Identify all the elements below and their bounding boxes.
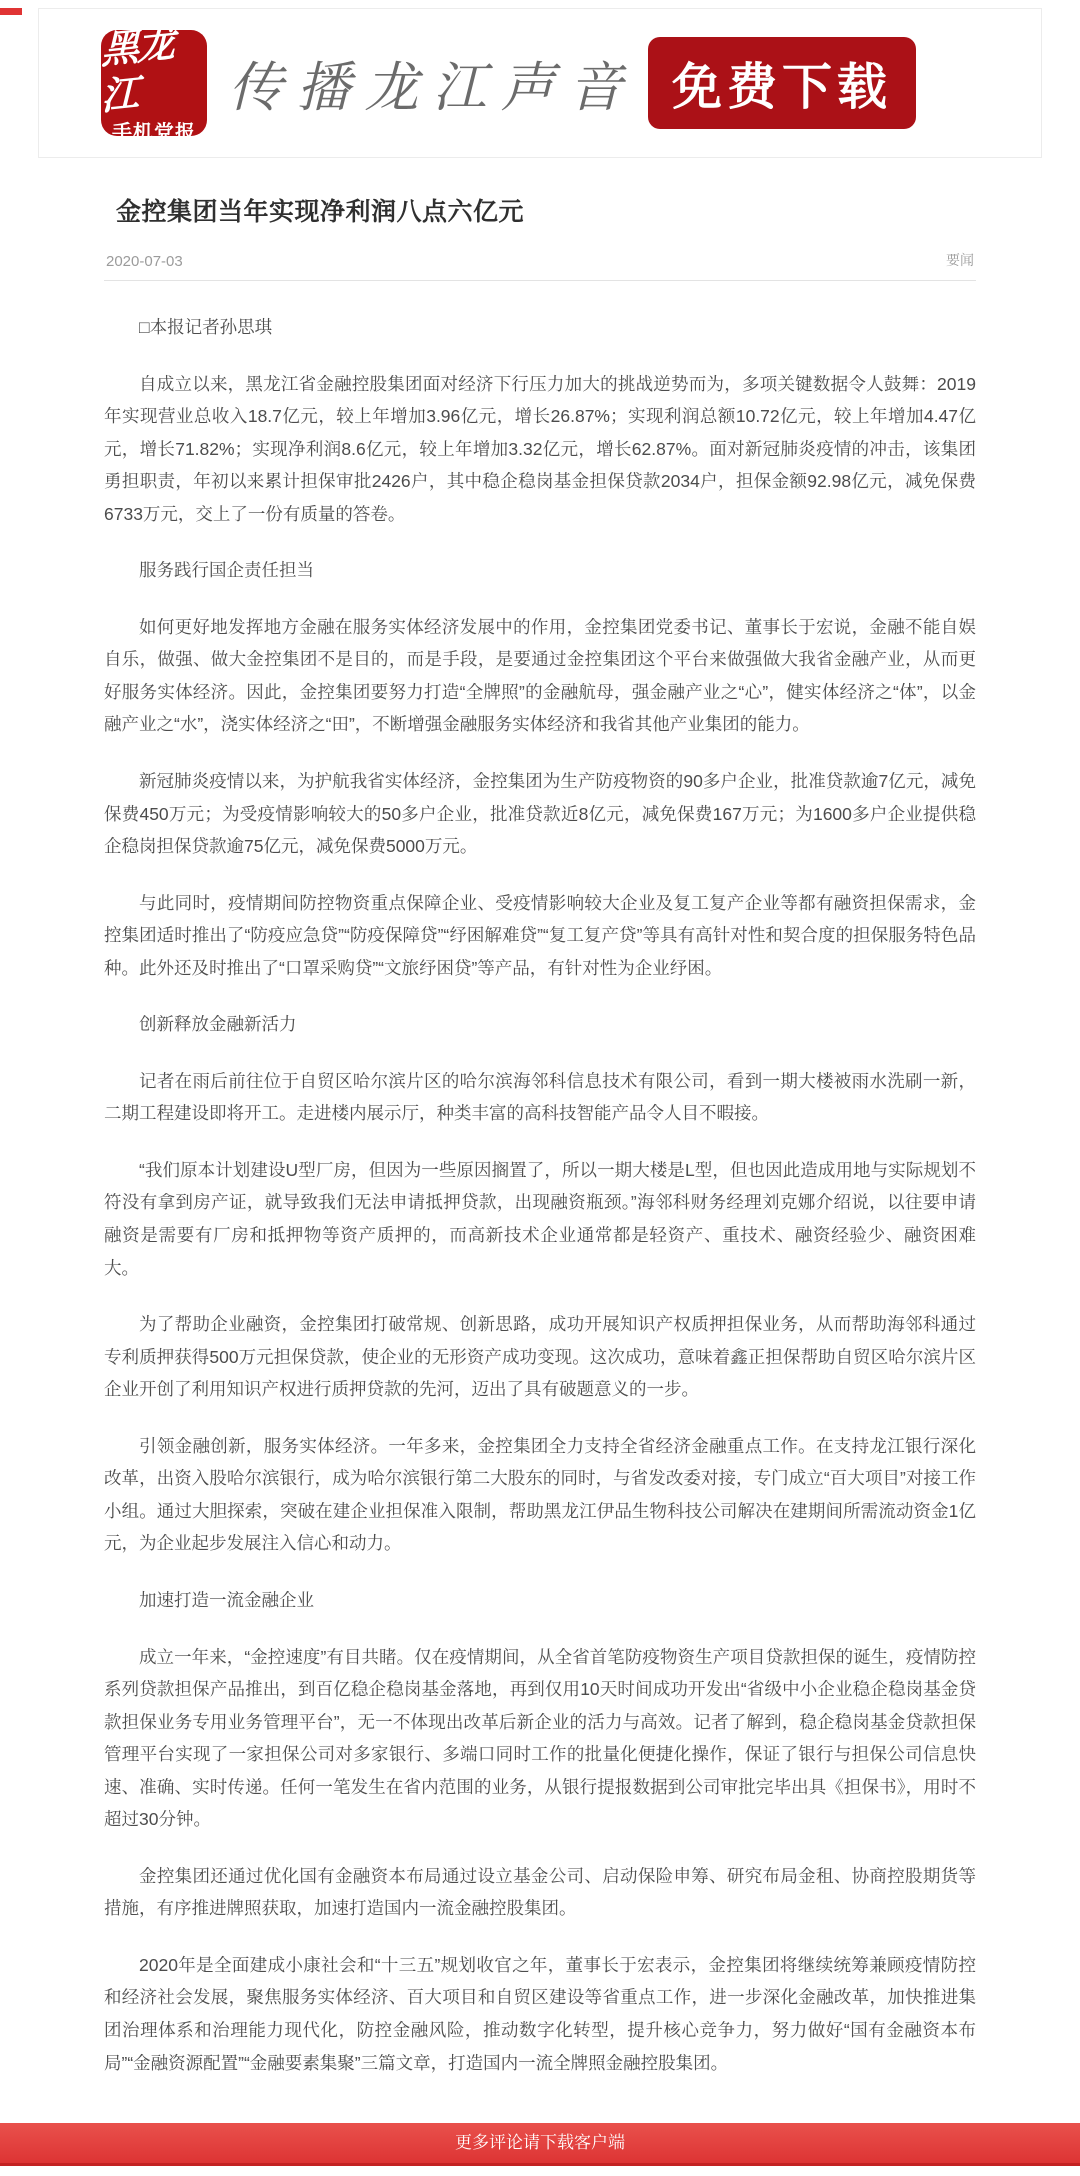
top-left-accent — [0, 8, 22, 15]
section-heading: 创新释放金融新活力 — [139, 1014, 297, 1035]
article-meta-row — [104, 250, 976, 281]
article-byline: □本报记者孙思琪 — [139, 317, 273, 337]
paragraph: 成立一年来，“金控速度”有目共睹。仅在疫情期间，从全省首笔防疫物资生产项目贷款担保的诞生，疫情防控系列贷款担保产品推出，到百亿稳企稳岗基金落地，再到仅用10天时间成功开发出“省级中小企业稳企稳岗基金贷款担保业务专用业务管理平台”，无一不体现出改革后新企业的活力与高效。记者了解到，稳企稳岗基金贷款担保管理平台实现了一家担保公司对多家银行、多端口同时工作的批量化便捷化操作，保证了银行与担保公司信息快速、准确、实时传递。任何一笔发生在省内范围的业务，从银行提报数据到公司审批完毕出具《担保书》，用时不超过30分钟。 — [104, 1646, 976, 1830]
paragraph: 记者在雨后前往位于自贸区哈尔滨片区的哈尔滨海邻科信息技术有限公司，看到一期大楼被雨水洗刷一新，二期工程建设即将开工。走进楼内展示厅，种类丰富的高科技智能产品令人目不暇接。 — [104, 1070, 976, 1124]
article-paragraphs — [104, 368, 976, 2080]
category-tag[interactable]: 要闻 — [946, 252, 974, 268]
article — [104, 158, 976, 2079]
download-button[interactable]: 免费下载 — [648, 37, 916, 129]
paragraph: 2020年是全面建成小康社会和“十三五”规划收官之年，董事长于宏表示，金控集团将继续统筹兼顾疫情防控和经济社会发展，聚焦服务实体经济、百大项目和自贸区建设等省重点工作，进一步深化金融改革，加快推进集团治理体系和治理能力现代化，防控金融风险，推动数字化转型，提升核心竞争力，努力做好“国有金融资本布局”“金融资源配置”“金融要素集聚”三篇文章，打造国内一流全牌照金融控股集团。 — [104, 1954, 976, 2073]
section-heading: 加速打造一流金融企业 — [139, 1589, 314, 1610]
logo-title-text: 黑龙江 — [101, 19, 173, 119]
logo-subtitle-text: 手机党报 — [112, 121, 196, 144]
paragraph: “我们原本计划建设U型厂房，但因为一些原因搁置了，所以一期大楼是L型，但也因此造成用地与实际规划不符没有拿到房产证，就导致我们无法申请抵押贷款，出现融资瓶颈。”海邻科财务经理刘克娜介绍说，以往要申请融资是需要有厂房和抵押物等资产质押的，而高新技术企业通常都是轻资产、重技术、融资经验少、融资困难大。 — [104, 1159, 976, 1278]
paragraph: 自成立以来，黑龙江省金融控股集团面对经济下行压力加大的挑战逆势而为，多项关键数据令人鼓舞：2019年实现营业总收入18.7亿元，较上年增加3.96亿元，增长26.87%；实现利润总额10.72亿元，较上年增加4.47亿元，增长71.82%；实现净利润8.6亿元，较上年增加3.32亿元，增长62.87%。面对新冠肺炎疫情的冲击，该集团勇担职责，年初以来累计担保审批2426户，其中稳企稳岗基金担保贷款2034户，担保金额92.98亿元，减免保费6733万元，交上了一份有质量的答卷。 — [104, 373, 976, 524]
paragraph: 金控集团还通过优化国有金融资本布局通过设立基金公司、启动保险申筹、研究布局金租、协商控股期货等措施，有序推进牌照获取，加速打造国内一流金融控股集团。 — [104, 1865, 976, 1919]
article-date: 2020-07-03 — [106, 253, 183, 270]
footer-spacer — [0, 2166, 1080, 2176]
article-title: 金控集团当年实现净利润八点六亿元 — [116, 198, 525, 226]
header — [38, 8, 1042, 158]
header-slogan: 传播龙江声音 — [228, 55, 637, 119]
paragraph: 如何更好地发挥地方金融在服务实体经济发展中的作用，金控集团党委书记、董事长于宏说，金融不能自娱自乐，做强、做大金控集团不是目的，而是手段，是要通过金控集团这个平台来做强做大我省金融产业，从而更好服务实体经济。因此，金控集团要努力打造“全牌照”的金融航母，强金融产业之“心”，健实体经济之“体”，以金融产业之“水”，浇实体经济之“田”，不断增强金融服务实体经济和我省其他产业集团的能力。 — [104, 616, 976, 735]
app-logo[interactable] — [101, 19, 207, 144]
footer-download-label: 更多评论请下载客户端 — [455, 2133, 625, 2153]
article-body — [104, 281, 976, 2079]
footer-download-bar[interactable] — [0, 2123, 1080, 2166]
paragraph: 引领金融创新，服务实体经济。一年多来，金控集团全力支持全省经济金融重点工作。在支持龙江银行深化改革，出资入股哈尔滨银行，成为哈尔滨银行第二大股东的同时，与省发改委对接，专门成立“百大项目”对接工作小组。通过大胆探索，突破在建企业担保准入限制，帮助黑龙江伊品生物科技公司解决在建期间所需流动资金1亿元，为企业起步发展注入信心和动力。 — [104, 1435, 976, 1554]
section-heading: 服务践行国企责任担当 — [139, 560, 314, 581]
paragraph: 与此同时，疫情期间防控物资重点保障企业、受疫情影响较大企业及复工复产企业等都有融资担保需求，金控集团适时推出了“防疫应急贷”“防疫保障贷”“纾困解难贷”“复工复产贷”等具有高针对性和契合度的担保服务特色品种。此外还及时推出了“口罩采购贷”“文旅纾困贷”等产品，有针对性为企业纾困。 — [104, 892, 976, 978]
paragraph: 新冠肺炎疫情以来，为护航我省实体经济，金控集团为生产防疫物资的90多户企业，批准贷款逾7亿元，减免保费450万元；为受疫情影响较大的50多户企业，批准贷款近8亿元，减免保费167万元；为1600多户企业提供稳企稳岗担保贷款逾75亿元，减免保费5000万元。 — [104, 771, 976, 857]
paragraph: 为了帮助企业融资，金控集团打破常规、创新思路，成功开展知识产权质押担保业务，从而帮助海邻科通过专利质押获得500万元担保贷款，使企业的无形资产成功变现。这次成功，意味着鑫正担保帮助自贸区哈尔滨片区企业开创了利用知识产权进行质押贷款的先河，迈出了具有破题意义的一步。 — [104, 1314, 976, 1400]
